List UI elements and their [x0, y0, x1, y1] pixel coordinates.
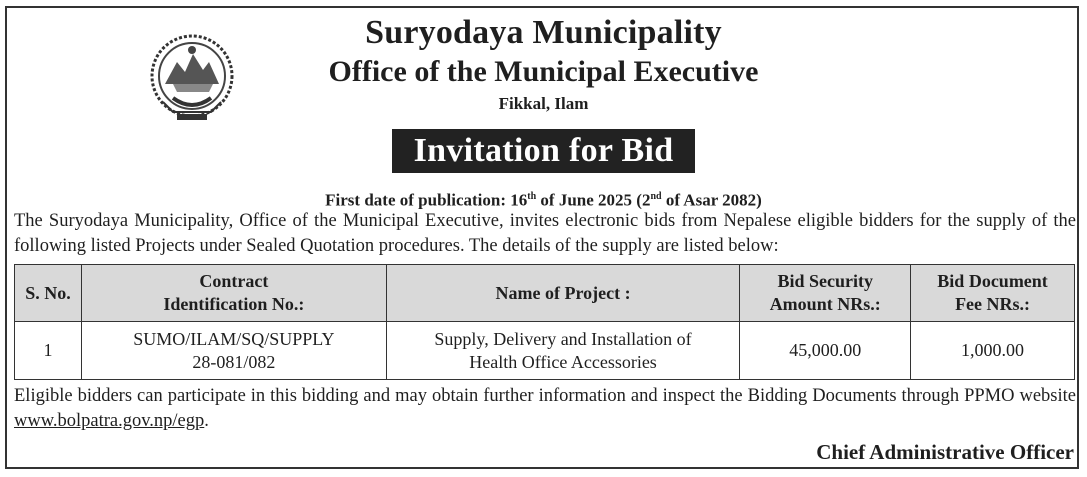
cell-project-line2: Health Office Accessories [469, 351, 657, 372]
header-contract-line2: Identification No.: [163, 294, 305, 314]
header-sno: S. No. [15, 265, 82, 322]
header-fee-line2: Fee NRs.: [955, 294, 1031, 314]
cell-fee: 1,000.00 [911, 322, 1075, 380]
footer-paragraph [14, 384, 1076, 434]
publication-sup-nepali-day: nd [650, 191, 662, 202]
header-fee-line1: Bid Document [937, 271, 1048, 291]
header-security [740, 265, 911, 322]
publication-mid: of June 2025 (2 [536, 190, 651, 210]
footer-period: . [204, 411, 209, 431]
cell-contract [81, 322, 386, 380]
header-contract [81, 265, 386, 322]
banner-wrap [0, 129, 1087, 173]
office-title: Office of the Municipal Executive [328, 55, 759, 88]
header-security-line2: Amount NRs.: [769, 294, 881, 314]
cell-project [386, 322, 740, 380]
office-location: Fikkal, Ilam [498, 94, 589, 113]
ppmo-link[interactable]: www.bolpatra.gov.np/egp [14, 411, 205, 431]
publication-end: of Asar 2082) [661, 190, 762, 210]
publication-sup-day: th [527, 191, 537, 202]
table-row [15, 322, 1075, 380]
cell-contract-line2: 28-081/082 [192, 351, 276, 372]
bid-table [14, 264, 1075, 380]
cell-contract-line1: SUMO/ILAM/SQ/SUPPLY [133, 328, 335, 349]
invitation-banner: Invitation for Bid [392, 129, 696, 173]
municipality-title: Suryodaya Municipality [365, 14, 722, 51]
notice-header [0, 12, 1087, 116]
header-contract-line1: Contract [199, 271, 269, 291]
publication-label: First date of publication: 16 [325, 190, 528, 210]
cell-project-line1: Supply, Delivery and Installation of [434, 328, 692, 349]
table-header-row [15, 265, 1075, 322]
intro-paragraph: The Suryodaya Municipality, Office of the Municipal Executive, invites electronic bids from Nepalese eligible bidders for the supply of the following listed Projects under Sealed Quotation procedures. The details of the supply are listed below: [14, 211, 1076, 256]
header-fee [911, 265, 1075, 322]
footer-text: Eligible bidders can participate in this bidding and may obtain further information and inspect the Bidding Documents through PPMO website [14, 386, 1076, 406]
cell-security: 45,000.00 [740, 322, 911, 380]
publication-date [0, 186, 1087, 212]
header-project: Name of Project : [386, 265, 740, 322]
signature: Chief Administrative Officer [816, 440, 1074, 464]
header-security-line1: Bid Security [777, 271, 873, 291]
cell-sno: 1 [15, 322, 82, 380]
